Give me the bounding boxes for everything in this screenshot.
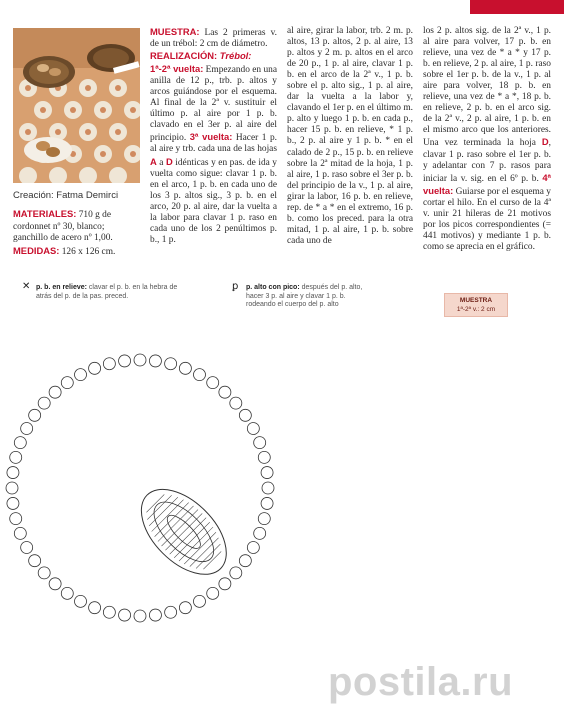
- picot-loop: [207, 587, 219, 599]
- vuelta-4-label: 4ª vuelta:: [423, 171, 551, 196]
- design-credit: Creación: Fatma Demirci: [13, 190, 119, 201]
- legend-relieve: [22, 281, 186, 301]
- size-text: 126 x 126 cm.: [59, 246, 116, 257]
- picot-loop: [14, 527, 26, 539]
- legend-relieve-label: p. b. en relieve:: [36, 284, 87, 291]
- picot-loop: [179, 362, 191, 374]
- sample-box-text: 1ª-2ª v.: 2 cm: [456, 306, 496, 313]
- picot-loop: [61, 377, 73, 389]
- picot-loop: [119, 609, 131, 621]
- picot-loop: [219, 578, 231, 590]
- product-photo: [13, 28, 140, 183]
- instructions-column-3: [423, 26, 551, 253]
- picot-loop: [193, 595, 205, 607]
- realizacion-label: REALIZACIÓN:: [150, 50, 220, 62]
- hoja-d-label: D: [165, 155, 173, 167]
- picot-loop: [21, 541, 33, 553]
- vuelta-3-label: 3ª vuelta:: [189, 131, 233, 143]
- picot-loop: [165, 606, 177, 618]
- picot-loop: [38, 567, 50, 579]
- relieve-stitch-icon: ✕: [22, 281, 31, 292]
- picot-loop: [21, 423, 33, 435]
- picot-loop: [38, 397, 50, 409]
- size-label: MEDIDAS:: [13, 244, 60, 256]
- sample-gauge-box: [444, 293, 508, 317]
- picot-loop: [29, 555, 41, 567]
- legend-pico-text: después del p. alto, hacer 3 p. al aire y clavar 1 p. b. rodeando el cuerpo del p. alto: [246, 284, 363, 309]
- vuelta-1-2-text: Empezando en una anilla de 12 p., trb. p. altos y arcos guiándose por el esquema. Al final de la 2ª v. sustituir el último p. al aire por 1 p. b. clavado en el 3er p. al aire del principio.: [150, 65, 278, 144]
- picot-loop: [247, 541, 259, 553]
- picot-loop: [10, 451, 22, 463]
- materials-block: [13, 208, 141, 258]
- a-connector: a: [156, 157, 166, 168]
- column-3-text-3: Guiarse por el esquema y cortar el hilo. En el curso de la 4ª v. unir 21 hileras de 21 motivos por los picos correspondientes (= 441 motivos) y mediante 1 p. b. como se aprecia en el gráfico.: [423, 186, 551, 252]
- picot-loop: [89, 602, 101, 614]
- picot-loop: [103, 606, 115, 618]
- picot-loop: [49, 578, 61, 590]
- legend-relieve-text: clavar el p. b. en la hebra de atrás del p. de la pas. preced.: [36, 284, 178, 300]
- photo-illustration: [13, 28, 140, 183]
- picot-loop: [219, 386, 231, 398]
- picot-loop: [207, 377, 219, 389]
- picot-loop: [193, 369, 205, 381]
- picot-loop: [119, 355, 131, 367]
- picot-loop: [89, 362, 101, 374]
- materials-label: MATERIALES:: [13, 208, 77, 219]
- picot-loop: [258, 451, 270, 463]
- column-3-text-1: los 2 p. altos sig. de la 2ª v., 1 p. al aire para volver, 17 p. b. en relieve, una vez de * a * y 17 p. b. en relieve, 2 p. al aire, 1 p. raso sobre el 1er p. b. de la v., 1 p. al aire para volver, 18 p. b. en relieve, una vez de * a *, 18 p. b. en relieve, 2 p. b. en el arco sig. de la 2ª v., 2 p. al aire, 1 p. b. en el mismo arco que los anteriores. Una vez terminada la hoja: [423, 26, 551, 149]
- sample-box-title: MUESTRA: [459, 297, 493, 304]
- muestra-label: MUESTRA:: [150, 26, 200, 37]
- vuelta-3-text-cont: idénticas y en pas. de ida y vuelta como sigue: clavar 1 p. b. en el arco, 1 p. b. en cada uno de los 3 p. altos sig., 3 p. b. en el arco, 20 p. al aire, dar la vuelta a la labor para clavar 1 p. raso en cada uno de los 2 penúltimos p. b., 1 p.: [150, 157, 277, 245]
- legend-pico: [232, 281, 376, 310]
- picot-loop: [165, 358, 177, 370]
- picot-loop: [258, 513, 270, 525]
- picot-loop: [239, 555, 251, 567]
- picot-loop: [75, 595, 87, 607]
- instructions-column-1: [150, 26, 277, 246]
- red-page-tab: [470, 0, 564, 14]
- hoja-d-label-2: D: [541, 136, 549, 148]
- picot-loop: [134, 354, 146, 366]
- picot-loop: [254, 437, 266, 449]
- picot-loop: [179, 602, 191, 614]
- picot-loop: [254, 527, 266, 539]
- watermark: postila.ru: [328, 660, 514, 704]
- picot-loop: [239, 409, 251, 421]
- picot-loop: [149, 609, 161, 621]
- picot-loop: [7, 497, 19, 509]
- picot-loop: [149, 355, 161, 367]
- picot-loop: [75, 369, 87, 381]
- picot-loop: [261, 497, 273, 509]
- muestra-text: Las 2 primeras v. de un trébol: 2 cm de diámetro.: [150, 28, 277, 50]
- picot-loop: [61, 587, 73, 599]
- picot-loop: [6, 482, 18, 494]
- picot-loop: [103, 358, 115, 370]
- instructions-column-2: [287, 26, 413, 247]
- picot-loop: [10, 513, 22, 525]
- picot-loop: [262, 482, 274, 494]
- legend-pico-label: p. alto con pico:: [246, 284, 300, 291]
- vuelta-1-2-label: 1ª-2ª vuelta:: [150, 63, 204, 75]
- materials-text: 710 g de cordonnet nº 30, blanco; ganchillo de acero nº 1,00.: [13, 210, 113, 244]
- hoja-a-label: A: [150, 155, 157, 167]
- column-2-text: al aire, girar la labor, trb. 2 m. p. altos, 13 p. altos, 2 p. al aire, 13 p. altos y 2 m. p. altos en el arco de 20 p., 1 p. al aire, clavar 1 p. b. en el arco de la 2ª v., 1 p. b. sobre el p. alto sig., 1 p. al aire, dar la vuelta a la labor y, clavando el 1er p. en el último m. p. alto y luego 1 p. b. en cada p., hacer 15 p. b. en relieve, * 1 p. b., 2 p. al aire y 1 p. b. * en el calado de 2 p., 15 p. b. en relieve sobre la 2ª mitad de la hoja, 1 p. al aire, 1 p. raso sobre el 3er p. b. del principio de la v., 1 p. al aire, girar la labor, 16 p. b. en relieve, rep. de * a * en el extremo, 16 p. b. como los preced. para la otra mitad, 1 p. al aire, 1 p. b. sobre cada uno de: [287, 26, 413, 246]
- picot-loop: [14, 437, 26, 449]
- picot-loop: [134, 610, 146, 622]
- picot-loop: [230, 567, 242, 579]
- column-3-text-2: , clavar 1 p. raso sobre el 1er p. b. y adelantar con 7 p. rasos para iniciar la v. sig. en el 6º p. b.: [423, 138, 551, 184]
- trebol-label: Trébol:: [219, 50, 252, 62]
- picot-loop: [261, 467, 273, 479]
- picot-loop: [247, 423, 259, 435]
- picot-loop: [49, 386, 61, 398]
- leaf-shape: [126, 474, 242, 590]
- picot-loop: [230, 397, 242, 409]
- vuelta-3-text: Hacer 1 p. al aire y trb. cada una de las hojas: [150, 133, 277, 155]
- picot-loop: [7, 467, 19, 479]
- picot-loop: [29, 409, 41, 421]
- picot-stitch-icon: ꝑ: [232, 281, 239, 292]
